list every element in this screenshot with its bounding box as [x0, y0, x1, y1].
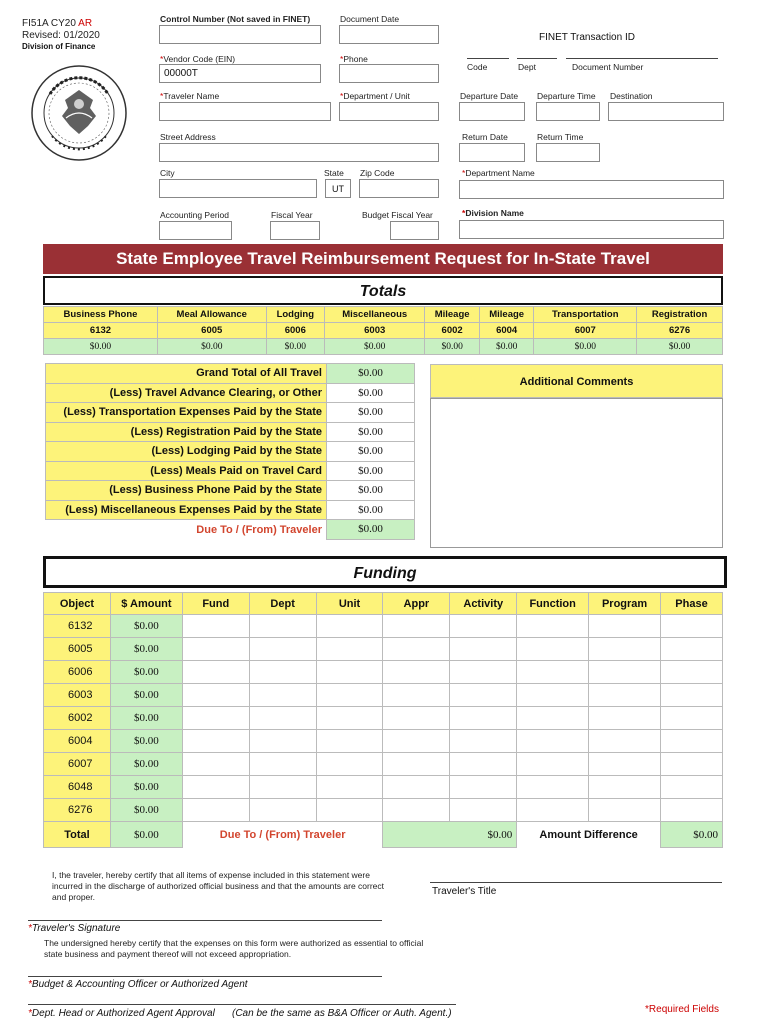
funding-cell[interactable] [661, 684, 723, 707]
funding-cell[interactable] [182, 799, 249, 822]
totals-value: $0.00 [637, 339, 723, 355]
funding-cell[interactable] [661, 707, 723, 730]
totals-header: Mileage [425, 307, 480, 323]
traveler-name-field[interactable] [159, 102, 331, 121]
destination-label: Destination [610, 91, 653, 101]
funding-cell[interactable] [661, 615, 723, 638]
funding-cell[interactable] [383, 638, 450, 661]
funding-amount: $0.00 [110, 730, 182, 753]
funding-cell[interactable] [182, 707, 249, 730]
document-number-label: Document Number [572, 62, 644, 72]
totals-value: $0.00 [425, 339, 480, 355]
funding-object: 6004 [44, 730, 111, 753]
summary-value: $0.00 [327, 461, 415, 481]
funding-cell[interactable] [517, 730, 589, 753]
finet-transaction-label: FINET Transaction ID [539, 32, 635, 43]
funding-amount: $0.00 [110, 799, 182, 822]
funding-cell[interactable] [517, 661, 589, 684]
funding-amount: $0.00 [110, 684, 182, 707]
summary-value: $0.00 [327, 383, 415, 403]
funding-cell[interactable] [316, 753, 383, 776]
certification-statement: I, the traveler, hereby certify that all items of expense included in this statement were incurred in the discharge of authorized official business and that the amounts are correct and proper. [52, 870, 385, 902]
authorization-statement: The undersigned hereby certify that the expenses on this form were authorized as essential to official state business and payment thereof will not exceed appropriation. [44, 938, 424, 959]
totals-code: 6004 [479, 323, 534, 339]
vendor-code-label: *Vendor Code (EIN) [160, 54, 236, 64]
additional-comments-label: Additional Comments [430, 364, 723, 398]
funding-cell[interactable] [383, 753, 450, 776]
funding-cell[interactable] [517, 638, 589, 661]
funding-object: 6276 [44, 799, 111, 822]
totals-value: $0.00 [534, 339, 637, 355]
funding-cell[interactable] [589, 661, 661, 684]
department-unit-label: *Department / Unit [340, 91, 410, 101]
funding-row [44, 707, 723, 730]
dept-head-label: *Dept. Head or Authorized Agent Approval [28, 1008, 215, 1019]
form-division: Division of Finance [22, 42, 96, 51]
funding-amount: $0.00 [110, 776, 182, 799]
funding-cell[interactable] [383, 776, 450, 799]
funding-cell[interactable] [249, 684, 316, 707]
funding-cell[interactable] [589, 707, 661, 730]
summary-label: (Less) Miscellaneous Expenses Paid by the State [46, 500, 327, 520]
funding-cell[interactable] [383, 730, 450, 753]
street-address-field[interactable] [159, 143, 439, 162]
destination-field[interactable] [608, 102, 724, 121]
travelers-signature-label: *Traveler's Signature [28, 923, 121, 934]
totals-value: $0.00 [325, 339, 425, 355]
document-number-underline [566, 58, 718, 59]
summary-label: (Less) Travel Advance Clearing, or Other [46, 383, 327, 403]
funding-cell[interactable] [249, 661, 316, 684]
funding-header-function: Function [517, 593, 589, 615]
funding-cell[interactable] [182, 730, 249, 753]
funding-cell[interactable] [383, 799, 450, 822]
funding-header-fund: Fund [182, 593, 249, 615]
funding-cell[interactable] [249, 730, 316, 753]
funding-cell[interactable] [661, 638, 723, 661]
form-revised: Revised: 01/2020 [22, 30, 100, 41]
summary-value: $0.00 [327, 442, 415, 462]
funding-cell[interactable] [589, 799, 661, 822]
funding-object: 6048 [44, 776, 111, 799]
funding-object: 6132 [44, 615, 111, 638]
document-date-field[interactable] [339, 25, 439, 44]
totals-code: 6276 [637, 323, 723, 339]
summary-label: (Less) Transportation Expenses Paid by the State [46, 403, 327, 423]
division-name-field[interactable] [459, 220, 724, 239]
funding-object: 6003 [44, 684, 111, 707]
totals-header: Registration [637, 307, 723, 323]
funding-row [44, 799, 723, 822]
funding-cell[interactable] [316, 799, 383, 822]
funding-cell[interactable] [517, 684, 589, 707]
summary-value: $0.00 [327, 481, 415, 501]
additional-comments-field[interactable] [430, 398, 723, 548]
totals-code: 6002 [425, 323, 480, 339]
funding-cell[interactable] [383, 707, 450, 730]
traveler-name-label: *Traveler Name [160, 91, 220, 101]
funding-total-label: Total [44, 822, 111, 848]
fiscal-year-field[interactable] [270, 221, 320, 240]
funding-cell[interactable] [450, 753, 517, 776]
funding-row [44, 753, 723, 776]
control-number-label: Control Number (Not saved in FINET) [160, 14, 311, 24]
funding-cell[interactable] [517, 707, 589, 730]
street-address-label: Street Address [160, 132, 216, 142]
funding-header-amount: $ Amount [110, 593, 182, 615]
funding-cell[interactable] [249, 799, 316, 822]
funding-due-value: $0.00 [383, 822, 517, 848]
funding-amount: $0.00 [110, 615, 182, 638]
funding-amount: $0.00 [110, 707, 182, 730]
funding-row [44, 615, 723, 638]
summary-label: Grand Total of All Travel [46, 364, 327, 384]
funding-amount: $0.00 [110, 661, 182, 684]
city-field[interactable] [159, 179, 317, 198]
budget-officer-label: *Budget & Accounting Officer or Authorized Agent [28, 979, 248, 990]
funding-cell[interactable] [316, 707, 383, 730]
funding-object: 6007 [44, 753, 111, 776]
phone-label: *Phone [340, 54, 368, 64]
form-code: FI51A CY20 AR [22, 18, 93, 29]
department-unit-field[interactable] [339, 102, 439, 121]
funding-cell[interactable] [450, 707, 517, 730]
funding-object: 6002 [44, 707, 111, 730]
totals-header: Meal Allowance [157, 307, 266, 323]
document-date-label: Document Date [340, 14, 400, 24]
totals-header: Transportation [534, 307, 637, 323]
funding-cell[interactable] [589, 638, 661, 661]
totals-code: 6006 [266, 323, 325, 339]
department-name-field[interactable] [459, 180, 724, 199]
vendor-code-field[interactable]: 00000T [159, 64, 321, 83]
funding-cell[interactable] [182, 615, 249, 638]
travelers-title-line[interactable] [430, 882, 722, 883]
totals-value: $0.00 [44, 339, 158, 355]
funding-cell[interactable] [182, 638, 249, 661]
funding-cell[interactable] [249, 707, 316, 730]
funding-table [43, 592, 723, 848]
funding-amount: $0.00 [110, 638, 182, 661]
funding-cell[interactable] [249, 753, 316, 776]
budget-fiscal-year-field[interactable] [390, 221, 439, 240]
amount-difference-value: $0.00 [661, 822, 723, 848]
departure-date-field[interactable] [459, 102, 525, 121]
funding-cell[interactable] [316, 776, 383, 799]
funding-row [44, 730, 723, 753]
return-date-field[interactable] [459, 143, 525, 162]
dept-head-note: (Can be the same as B&A Officer or Auth. Agent.) [232, 1008, 452, 1019]
return-date-label: Return Date [462, 132, 508, 142]
funding-object: 6006 [44, 661, 111, 684]
funding-heading: Funding [43, 556, 727, 588]
funding-cell[interactable] [249, 615, 316, 638]
totals-code: 6005 [157, 323, 266, 339]
funding-row [44, 684, 723, 707]
funding-cell[interactable] [316, 615, 383, 638]
funding-cell[interactable] [517, 753, 589, 776]
department-name-label: *Department Name [462, 168, 535, 178]
funding-cell[interactable] [517, 615, 589, 638]
funding-cell[interactable] [661, 776, 723, 799]
funding-cell[interactable] [589, 615, 661, 638]
due-to-traveler-label: Due To / (From) Traveler [196, 523, 322, 536]
zip-code-label: Zip Code [360, 168, 395, 178]
funding-cell[interactable] [249, 776, 316, 799]
due-to-traveler-value: $0.00 [327, 520, 415, 540]
funding-cell[interactable] [517, 776, 589, 799]
code-underline [467, 58, 509, 59]
funding-cell[interactable] [316, 730, 383, 753]
return-time-label: Return Time [537, 132, 584, 142]
fiscal-year-label: Fiscal Year [271, 210, 313, 220]
funding-cell[interactable] [182, 661, 249, 684]
state-field[interactable]: UT [325, 179, 351, 198]
summary-label: (Less) Business Phone Paid by the State [46, 481, 327, 501]
funding-cell[interactable] [589, 684, 661, 707]
totals-code: 6003 [325, 323, 425, 339]
departure-date-label: Departure Date [460, 91, 519, 101]
funding-cell[interactable] [450, 638, 517, 661]
funding-cell[interactable] [383, 661, 450, 684]
funding-cell[interactable] [383, 684, 450, 707]
control-number-field[interactable] [159, 25, 321, 44]
totals-table [43, 306, 723, 355]
dept-underline [517, 58, 557, 59]
funding-due-label: Due To / (From) Traveler [219, 828, 346, 841]
totals-code: 6132 [44, 323, 158, 339]
division-name-label: *Division Name [462, 208, 524, 218]
totals-header: Miscellaneous [325, 307, 425, 323]
dept-label: Dept [518, 62, 536, 72]
travelers-title-label: Traveler's Title [432, 886, 497, 897]
return-time-field[interactable] [536, 143, 600, 162]
required-fields-note: *Required Fields [645, 1004, 719, 1015]
funding-cell[interactable] [517, 799, 589, 822]
funding-total-row [44, 822, 723, 848]
budget-officer-line[interactable] [28, 976, 382, 977]
funding-cell[interactable] [661, 661, 723, 684]
funding-cell[interactable] [450, 799, 517, 822]
funding-header-activity: Activity [450, 593, 517, 615]
totals-value: $0.00 [266, 339, 325, 355]
travelers-signature-line[interactable] [28, 920, 382, 921]
summary-value: $0.00 [327, 422, 415, 442]
summary-table [45, 363, 415, 540]
summary-label: (Less) Meals Paid on Travel Card [46, 461, 327, 481]
funding-cell[interactable] [316, 684, 383, 707]
accounting-period-field[interactable] [159, 221, 232, 240]
funding-row [44, 776, 723, 799]
funding-cell[interactable] [450, 776, 517, 799]
zip-code-field[interactable] [359, 179, 439, 198]
funding-cell[interactable] [589, 753, 661, 776]
funding-cell[interactable] [589, 776, 661, 799]
phone-field[interactable] [339, 64, 439, 83]
totals-value: $0.00 [479, 339, 534, 355]
form-title: State Employee Travel Reimbursement Request for In-State Travel [43, 244, 723, 274]
funding-cell[interactable] [249, 638, 316, 661]
budget-fiscal-year-label: Budget Fiscal Year [362, 210, 433, 220]
funding-row [44, 661, 723, 684]
funding-cell[interactable] [316, 638, 383, 661]
funding-cell[interactable] [383, 615, 450, 638]
funding-total-value: $0.00 [110, 822, 182, 848]
totals-header: Business Phone [44, 307, 158, 323]
departure-time-label: Departure Time [537, 91, 596, 101]
funding-object: 6005 [44, 638, 111, 661]
funding-header-unit: Unit [316, 593, 383, 615]
funding-header-object: Object [44, 593, 111, 615]
accounting-period-label: Accounting Period [160, 210, 229, 220]
funding-cell[interactable] [450, 730, 517, 753]
amount-difference-label: Amount Difference [539, 828, 638, 841]
funding-header-phase: Phase [661, 593, 723, 615]
funding-cell[interactable] [589, 730, 661, 753]
funding-cell[interactable] [316, 661, 383, 684]
funding-cell[interactable] [182, 776, 249, 799]
funding-cell[interactable] [661, 799, 723, 822]
totals-code: 6007 [534, 323, 637, 339]
summary-value: $0.00 [327, 500, 415, 520]
totals-value: $0.00 [157, 339, 266, 355]
departure-time-field[interactable] [536, 102, 600, 121]
summary-value: $0.00 [327, 364, 415, 384]
summary-value: $0.00 [327, 403, 415, 423]
funding-header-dept: Dept [249, 593, 316, 615]
code-label: Code [467, 62, 488, 72]
funding-row [44, 638, 723, 661]
funding-cell[interactable] [661, 730, 723, 753]
state-seal-icon [30, 64, 128, 162]
funding-cell[interactable] [450, 661, 517, 684]
summary-label: (Less) Lodging Paid by the State [46, 442, 327, 462]
totals-header: Lodging [266, 307, 325, 323]
funding-cell[interactable] [450, 615, 517, 638]
funding-cell[interactable] [182, 753, 249, 776]
totals-heading: Totals [43, 276, 723, 305]
funding-amount: $0.00 [110, 753, 182, 776]
city-label: City [160, 168, 175, 178]
state-label: State [324, 168, 344, 178]
totals-header: Mileage [479, 307, 534, 323]
dept-head-line[interactable] [28, 1004, 456, 1005]
funding-cell[interactable] [182, 684, 249, 707]
funding-cell[interactable] [450, 684, 517, 707]
funding-cell[interactable] [661, 753, 723, 776]
funding-header-program: Program [589, 593, 661, 615]
summary-label: (Less) Registration Paid by the State [46, 422, 327, 442]
funding-header-appr: Appr [383, 593, 450, 615]
